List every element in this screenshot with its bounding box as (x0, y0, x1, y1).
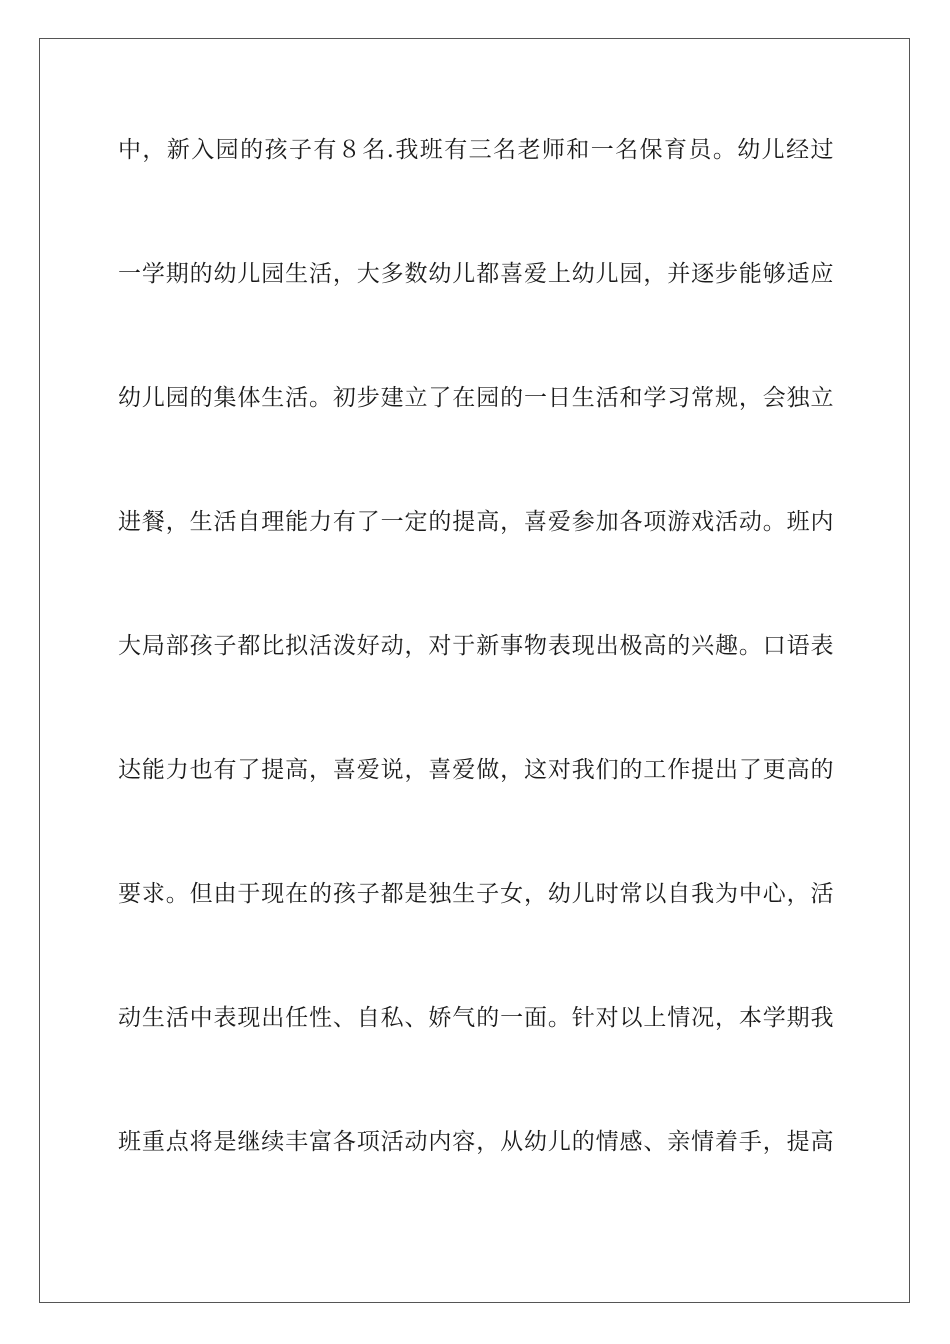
body-text-line: 达能力也有了提高，喜爱说，喜爱做，这对我们的工作提出了更高的 (118, 757, 834, 783)
body-text-line: 一学期的幼儿园生活，大多数幼儿都喜爱上幼儿园，并逐步能够适应 (118, 261, 834, 287)
body-text-line: 班重点将是继续丰富各项活动内容，从幼儿的情感、亲情着手，提高 (118, 1129, 834, 1155)
page-border (39, 38, 910, 1303)
body-text-line: 大局部孩子都比拟活泼好动，对于新事物表现出极高的兴趣。口语表 (118, 633, 834, 659)
body-text-line: 进餐，生活自理能力有了一定的提高，喜爱参加各项游戏活动。班内 (118, 509, 834, 535)
body-text-line: 动生活中表现出任性、自私、娇气的一面。针对以上情况，本学期我 (118, 1005, 834, 1031)
body-text-line: 幼儿园的集体生活。初步建立了在园的一日生活和学习常规，会独立 (118, 385, 834, 411)
body-text-line: 要求。但由于现在的孩子都是独生子女，幼儿时常以自我为中心，活 (118, 881, 834, 907)
body-text-line: 中，新入园的孩子有８名.我班有三名老师和一名保育员。幼儿经过 (118, 137, 834, 163)
